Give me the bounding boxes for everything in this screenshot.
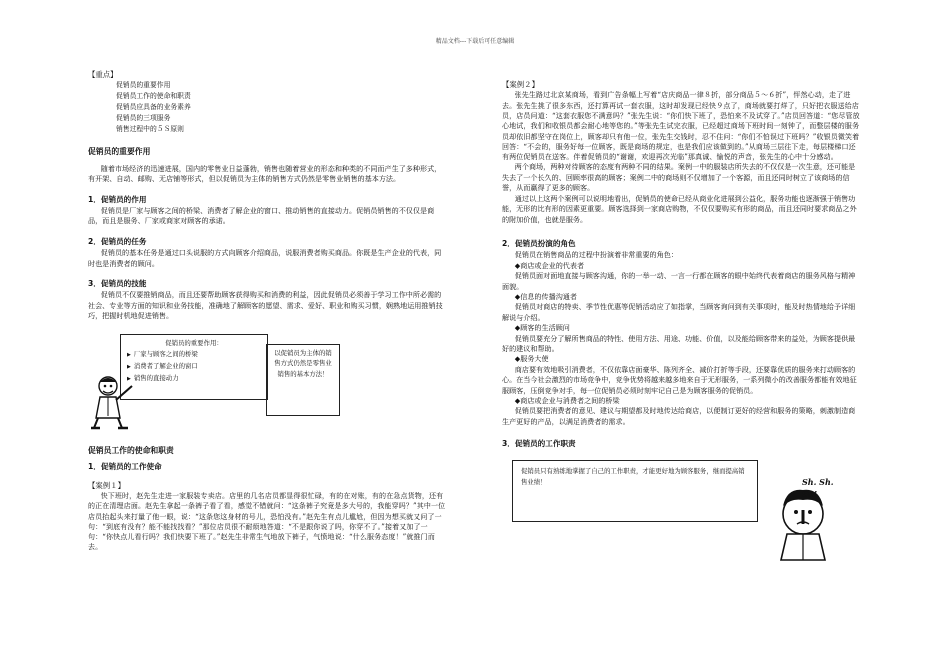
illustration-important-role <box>88 328 448 430</box>
key-points-list <box>88 80 448 135</box>
right-column <box>502 76 862 564</box>
role-text: 促销员面对面地直接与顾客沟通，你的一举一动、一言一行都在顾客的眼中始终代表着商店的服务风格与精神面貌。 <box>502 271 856 291</box>
paragraph-skill: 促销员不仅要推销商品，而且还要帮助顾客获得购买和消费的利益，因此促销员必须善于学习工作中所必需的社会、专业等方面的知识和业务技能，准确地了解顾客的愿望、需求、爱好、职业和购买习惯，娴熟地运用推销技巧，把握时机地促进销售。 <box>88 290 443 321</box>
scroll-note-title: 促销员的重要作用： <box>165 338 223 347</box>
heading-roles: 2．促销员扮演的角色 <box>502 238 576 248</box>
key-points-title: 【重点】 <box>88 70 118 79</box>
key-point: 促销员工作的使命和职责 <box>116 92 191 101</box>
key-point: 促销员的重要作用 <box>116 81 171 90</box>
duty-banner: 促销员只有熟练地掌握了自己的工作职责，才能更好地为顾客服务，继而提高销售业绩！ <box>512 460 758 522</box>
scroll-note-item: ▶ 销售的直接动力 <box>127 373 261 385</box>
left-column <box>88 70 448 553</box>
section-title-mission-duty: 促销员工作的使命和职责 <box>88 445 174 455</box>
case2-text: 张先生路过北京某商场，看到广告条幅上写着“店庆商品一律８折，部分商品５～６折”，怦然心动，走了进去。张先生挑了很多东西，还打算再试一套衣服，这时却发现已经快９点了，商场就要打烊了，只好把衣服送给店员，店员问道：“这套衣服您不满意吗？”张先生说：“你们快下班了，恐怕来不及试穿了。”店员回答道：“您尽管放心地试，我们和收银员都会耐心地等您的。”等张先生试完衣服，已经超过商场下班时间一刻钟了，而整层楼的服务员却依旧都坚守在岗位上，顾客却只有他一位，张先生交钱时，忍不住问：“你们不怕误过下班吗？”收银员微笑着回答：“不会的，服务好每一位顾客，既是商场的规定，也是我们应该做到的。”从商场三层往下走，每层楼梯口还有两位促销员在送客。伴着促销员的“谢谢，欢迎再次光临”那真诚、愉悦的声音，张先生的心中十分感动。 <box>502 91 860 162</box>
speech-bubble: Sh. Sh. Sh! <box>802 476 834 499</box>
scroll-note-item: ▶ 厂家与顾客之间的桥梁 <box>127 349 261 361</box>
scroll-note-item: ▶ 消费者了解企业的窗口 <box>127 361 261 373</box>
illustration-duties <box>502 456 862 564</box>
heading-role: 1．促销员的作用 <box>88 194 147 204</box>
role-text: 促销员对商店的特卖、季节性优惠等促销活动应了如指掌，当顾客询问到有关事项时，能及时热情地给予详细解说与介绍。 <box>502 302 856 322</box>
case2-label: 【案例２】 <box>502 80 539 89</box>
role-title: ◆商店或企业与消费者之间的桥梁 <box>514 396 620 406</box>
page-header-watermark: 精品文档---下载后可任意编辑 <box>435 38 515 45</box>
paragraph-task: 促销员的基本任务是通过口头说服的方式向顾客介绍商品，说服消费者购买商品。你既是生产企业的代表，同时也是消费者的顾问。 <box>88 248 442 268</box>
intro-paragraph: 随着市场经济的迅速进展，国内的零售业日益蓬勃，销售也随着营业的形态和种类的不同而产生了多种形式，有开架、自动、邮购、无店铺等形式，但以促销员为主体的销售方式仍然是零售业销售的基本方法。 <box>88 163 442 184</box>
role-text: 商店要有效地吸引消费者，不仅依靠店面豪华、陈列齐全、减价打折等手段，还要靠优质的服务来打动顾客的心。在当今社会激烈的市场竞争中，竞争优势将越来越多地来自于无形服务，一系列微小的改善服务都能有效地征服顾客，压倒竞争对手，每一位促销员必须时刻牢记自己是为顾客服务的促销员。 <box>502 364 857 395</box>
section-title-important-role: 促销员的重要作用 <box>88 147 151 157</box>
role-title: ◆商店或企业的代表者 <box>514 260 585 270</box>
role-title: ◆信息的传播沟通者 <box>514 291 577 301</box>
heading-skill: 3．促销员的技能 <box>88 279 147 289</box>
cartoon-man-icon <box>88 372 146 430</box>
side-note-box: 以促销员为主体的销售方式仍然是零售业销售的基本方法！ <box>266 344 340 416</box>
paragraph-compare-2: 通过以上这两个案例可以说明地看出，促销员的使命已经从商业化进展到公益化，服务功能也逐渐强于销售功能，无形的比有形的因素更重要。顾客选择到一家商店购物，不仅仅要购买有形的商品，而且还同时要求商品之外的附加价值，也就是服务。 <box>502 193 857 224</box>
key-point: 销售过程中的５Ｓ原则 <box>116 125 184 134</box>
case1-label: 【案例１】 <box>88 480 125 490</box>
paragraph-role: 促销员是厂家与顾客之间的桥梁、消费者了解企业的窗口、推动销售的直接动力。促销员销售的不仅仅是商品，而且是服务、厂家或商家对顾客的承诺。 <box>88 206 435 226</box>
roles-intro: 促销员在销售商品的过程中扮演着非常重要的角色： <box>514 250 678 260</box>
role-text: 促销员要充分了解所售商品的特性、使用方法、用途、功能、价值，以及能给顾客带来的益处，为顾客提供最好的建议和帮助。 <box>502 333 856 353</box>
role-title: ◆顾客的生活顾问 <box>514 323 570 333</box>
paragraph-compare-1: 两个商场，两种对待顾客的态度有两种不同的结果。案例一中的服装店所失去的不仅仅是一次生意，还可能是失去了一个长久的、回顾率很高的顾客；案例二中的商场则不仅增加了一个客源，而且还同时树立了该商场的信誉，从而赢得了更多的顾客。 <box>502 162 856 193</box>
key-point: 促销员应具备的业务素养 <box>116 103 191 112</box>
heading-task: 2．促销员的任务 <box>88 236 147 246</box>
key-point: 促销员的三项服务 <box>116 114 171 123</box>
heading-mission: 1．促销员的工作使命 <box>88 462 162 472</box>
heading-duties: 3．促销员的工作职责 <box>502 439 576 449</box>
case1-text: 快下班时，赵先生走进一家服装专卖店。店里的几名店员都显得很忙碌，有的在对账，有的在急点货物，还有的正在清理店面。赵先生拿起一条裤子看了看，感觉不错就问：“这条裤子究竟是多大号的，我能穿吗？”其中一位店员抬起头来打量了他一眼，说：“这条您这身材的号儿，恐怕没有。”赵先生有点儿尴尬，但因为想买就又问了一句：“到底有没有？能不能找找看？”那位店员很不耐烦地答道：“不是跟你说了吗，你穿不了。”接着又加了一句：“你快点儿看行吗？我们快要下班了。”赵先生非常生气地放下裤子，气愤地说：“什么服务态度！”就推门而去。 <box>88 491 446 552</box>
role-title: ◆服务大使 <box>514 354 549 364</box>
role-text: 促销员要把消费者的意见、建议与期望都及时地传达给商店，以便制订更好的经营和服务的策略，刺激制造商生产更好的产品，以满足消费者的需求。 <box>502 406 856 426</box>
